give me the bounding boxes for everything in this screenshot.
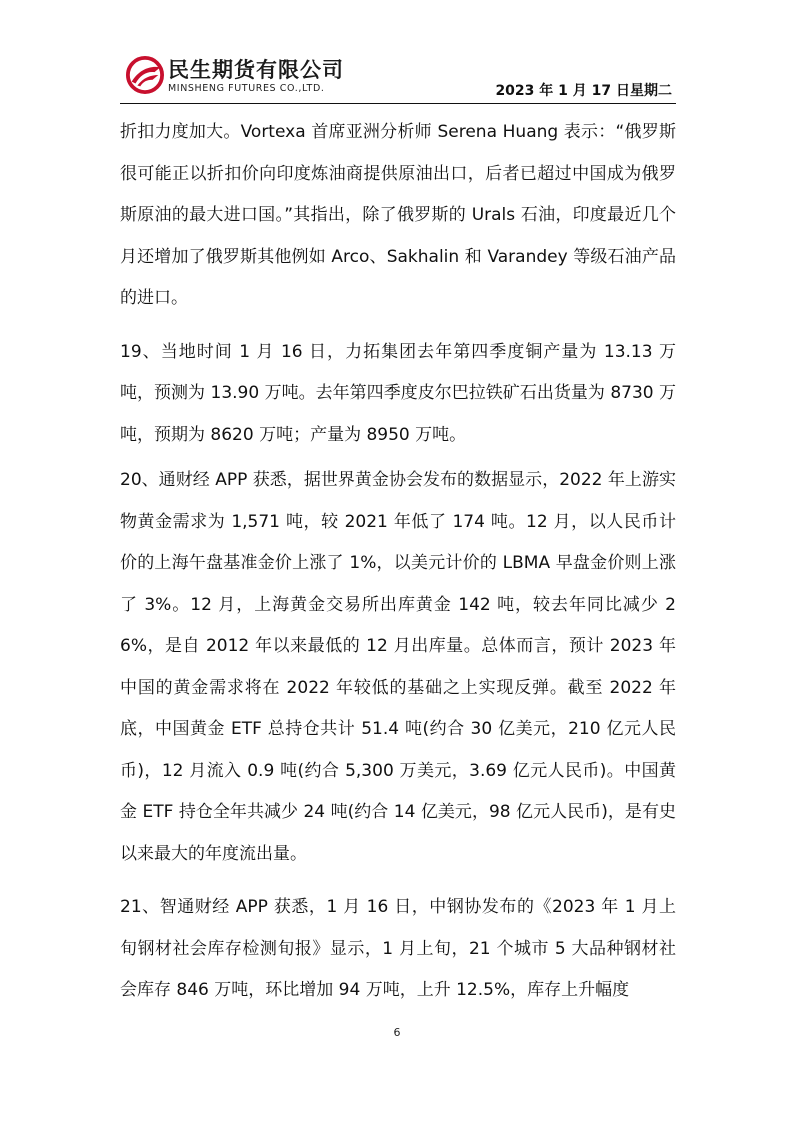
article-body xyxy=(120,112,676,1012)
page-number: 6 xyxy=(393,1026,401,1039)
minsheng-logo-icon xyxy=(126,56,164,94)
company-name-en: MINSHENG FUTURES CO.,LTD. xyxy=(168,83,325,94)
paragraph-item-21: 21、智通财经 APP 获悉，1 月 16 日，中钢协发布的《2023 年 1 月上旬钢材社会库存检测旬报》显示，1 月上旬，21 个城市 5 大品种钢材社会库存 846 万吨，环比增加 94 万吨，上升 12.5%，库存上升幅度 xyxy=(120,897,676,1000)
header-divider xyxy=(120,103,676,104)
company-name-cn: 民生期货有限公司 xyxy=(168,58,344,82)
report-date: 2023 年 1 月 17 日星期二 xyxy=(495,83,672,99)
paragraph-item-19: 19、当地时间 1 月 16 日，力拓集团去年第四季度铜产量为 13.13 万吨，预测为 13.90 万吨。去年第四季度皮尔巴拉铁矿石出货量为 8730 万吨，预期为 8620 万吨；产量为 8950 万吨。 xyxy=(120,341,676,445)
paragraph-continued: 折扣力度加大。Vortexa 首席亚洲分析师 Serena Huang 表示：“俄罗斯很可能正以折扣价向印度炼油商提供原油出口，后者已超过中国成为俄罗斯原油的最大进口国。”其指出，除了俄罗斯的 Urals 石油，印度最近几个月还增加了俄罗斯其他例如 Arco、Sakhalin 和 Varandey 等级石油产品的进口。 xyxy=(120,122,676,308)
page-header xyxy=(120,50,676,102)
paragraph-item-20: 20、通财经 APP 获悉，据世界黄金协会发布的数据显示，2022 年上游实物黄金需求为 1,571 吨，较 2021 年低了 174 吨。12 月，以人民币计价的上海午盘基准金价上涨了 1%，以美元计价的 LBMA 早盘金价则上涨了 3%。12 月，上海黄金交易所出库黄金 142 吨，较去年同比减少 26%，是自 2012 年以来最低的 12 月出库量。总体而言，预计 2023 年中国的黄金需求将在 2022 年较低的基础之上实现反弹。截至 2022 年底，中国黄金 ETF 总持仓共计 51.4 吨(约合 30 亿美元，210 亿元人民币)，12 月流入 0.9 吨(约合 5,300 万美元，3.69 亿元人民币)。中国黄金 ETF 持仓全年共减少 24 吨(约合 14 亿美元，98 亿元人民币)，是有史以来最大的年度流出量。 xyxy=(120,470,676,864)
